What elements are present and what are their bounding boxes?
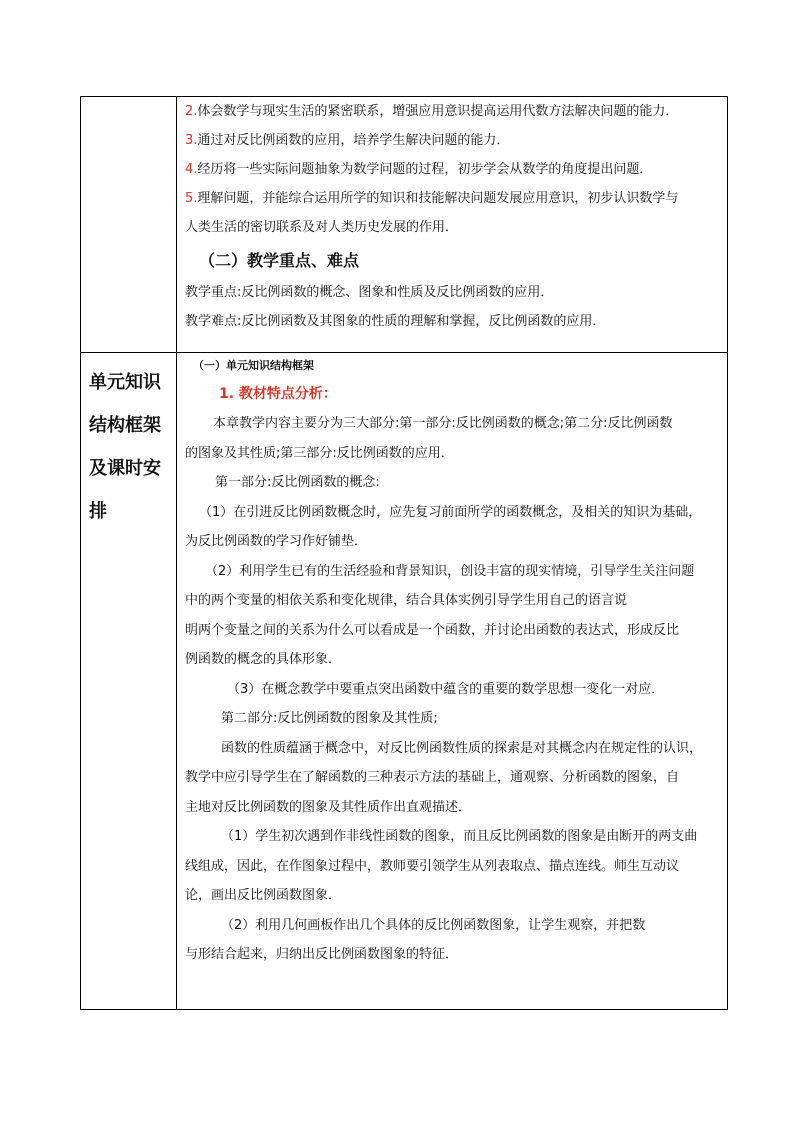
paragraph-line: （3）在概念教学中要重点突出函数中蕴含的重要的数学思想一变化一对应．: [227, 681, 665, 697]
left-cell-empty: [81, 97, 177, 353]
table-row-structure: [81, 353, 728, 1010]
goal-item: 5.理解问题，并能综合运用所学的知识和技能解决问题发展应用意识，初步认识数学与: [185, 191, 679, 206]
paragraph-line: 的图象及其性质;第三部分:反比例函数的应用．: [185, 445, 454, 461]
difficulty-text: 教学难点:反比例函数及其图象的性质的理解和掌握，反比例函数的应用．: [185, 314, 606, 329]
goal-item: 2.体会数学与现实生活的紧密联系，增强应用意识提高运用代数方法解决问题的能力．: [185, 104, 679, 119]
subheading-key-points: （二）教学重点、难点: [199, 251, 360, 270]
left-cell-label: [81, 353, 177, 1010]
paragraph-line: 教学中应引导学生在了解函数的三种表示方法的基础上，通观察、分析函数的图象，自: [185, 770, 680, 785]
paragraph-line: 第二部分:反比例函数的图象及其性质;: [221, 711, 438, 726]
paragraph-line: 论，画出反比例函数图象．: [185, 888, 342, 903]
structure-cell: [177, 353, 728, 1010]
paragraph-line: 中的两个变量的相依关系和变化规律，结合具体实例引导学生用自己的语言说: [185, 593, 628, 608]
lesson-plan-table: [80, 96, 728, 1010]
paragraph-line: （2）利用学生已有的生活经验和背景知识，创设丰富的现实情境，引导学生关注问题: [205, 563, 695, 579]
paragraph-line: （1）在引进反比例函数概念时，应先复习前面所学的函数概念，及相关的知识为基础，: [199, 504, 702, 520]
paragraph-line: 为反比例函数的学习作好铺垫．: [185, 534, 368, 549]
paragraph-line: 例函数的概念的具体形象．: [185, 652, 342, 667]
goals-cell: [177, 97, 728, 353]
goal-item-continuation: 人类生活的密切联系及对人类历史发展的作用．: [185, 220, 459, 235]
goal-item: 3.通过对反比例函数的应用，培养学生解决问题的能力．: [185, 133, 510, 148]
paragraph-line: 主地对反比例函数的图象及其性质作出直观描述．: [185, 799, 472, 815]
paragraph-line: 第一部分:反比例函数的概念:: [215, 475, 380, 490]
paragraph-line: 函数的性质蕴涵于概念中，对反比例函数性质的探索是对其概念内在规定性的认识，: [221, 740, 703, 756]
section-title: （一）单元知识结构框架: [193, 359, 314, 372]
paragraph-line: （2）利用几何画板作出几个具体的反比例函数图象，让学生观察，并把数: [221, 917, 646, 933]
goal-item: 4.经历将一些实际问题抽象为数学问题的过程，初步学会从数学的角度提出问题．: [185, 162, 653, 177]
paragraph-line: 与形结合起来，归纳出反比例函数图象的特征．: [185, 947, 459, 962]
row-label: 单元知识 结构框架 及课时安 排: [89, 372, 161, 522]
paragraph-line: 线组成，因此，在作图象过程中，教师要引领学生从列表取点、描点连线。师生互动议: [185, 858, 680, 874]
paragraph-line: （1）学生初次遇到作非线性函数的图象，而且反比例函数的图象是由断开的两支曲: [221, 829, 698, 844]
red-heading: 1. 教材特点分析：: [219, 386, 337, 402]
key-point-text: 教学重点:反比例函数的概念、图象和性质及反比例函数的应用．: [185, 285, 554, 300]
paragraph-line: 本章教学内容主要分为三大部分:第一部分:反比例函数的概念;第二分:反比例函数: [213, 416, 673, 431]
paragraph-line: 明两个变量之间的关系为什么可以看成是一个函数，并讨论出函数的表达式，形成反比: [185, 622, 680, 638]
table-row-goals: [81, 97, 728, 353]
